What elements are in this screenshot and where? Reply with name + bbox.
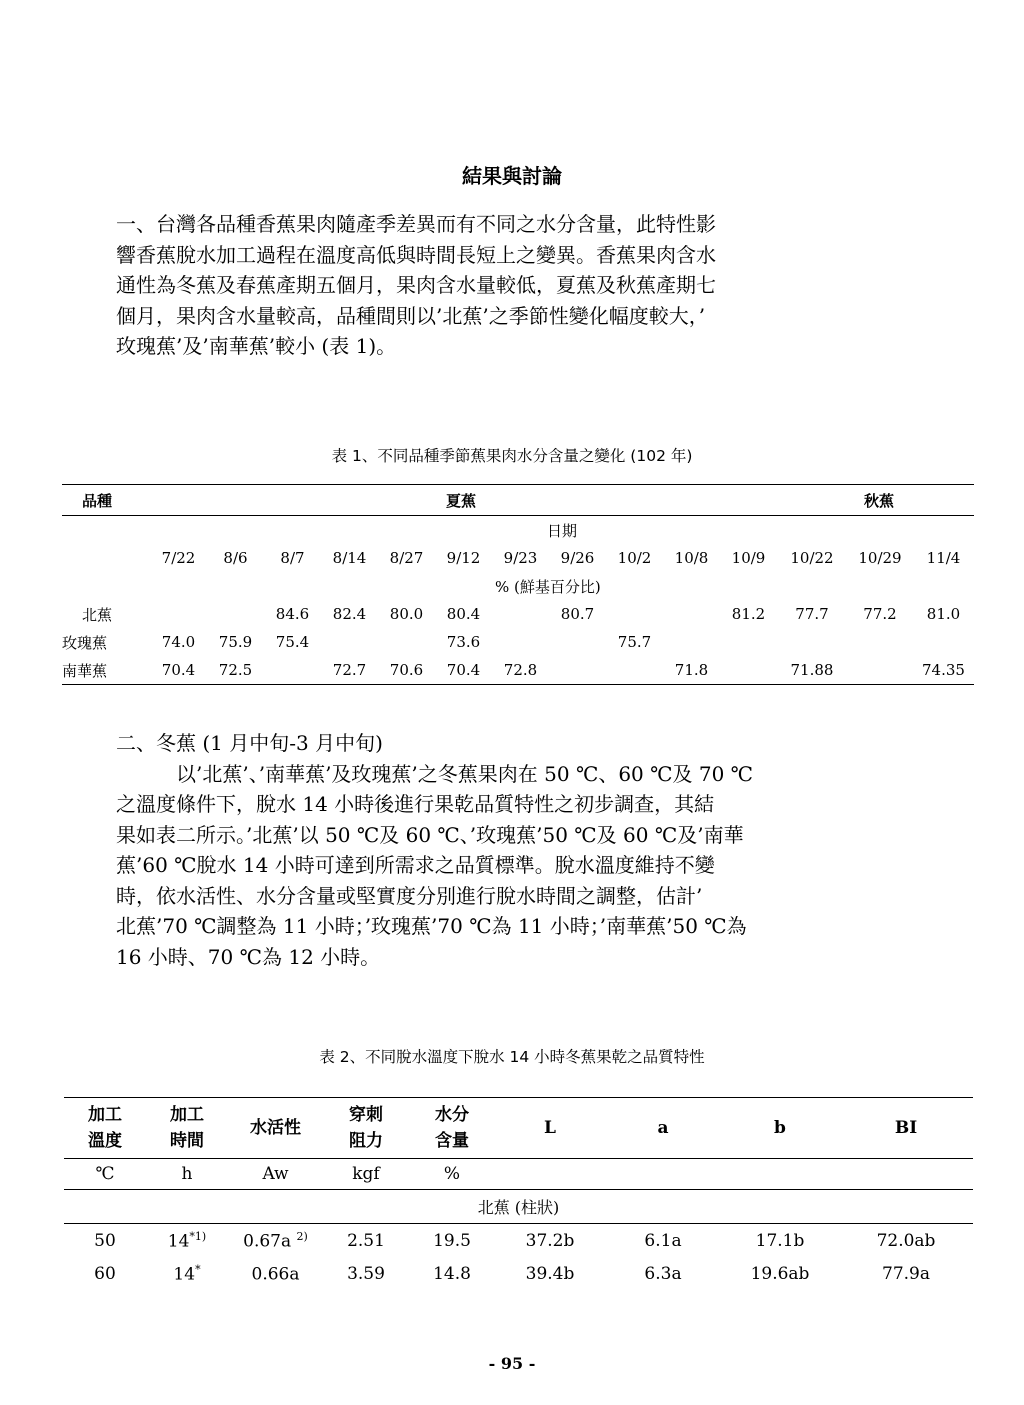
date-cell: 10/9: [731, 549, 766, 567]
date-cell: 9/23: [503, 549, 538, 567]
column-header: 水活性: [228, 1098, 323, 1159]
paragraph-line: 北蕉’70 ℃調整為 11 小時；’玫瑰蕉’70 ℃為 11 小時；’南華蕉’50 ℃為: [116, 914, 747, 938]
paragraph-one: [116, 209, 916, 362]
force-cell: 3.59: [347, 1263, 385, 1284]
summer-header: 夏蕉: [150, 485, 847, 516]
value-cell: 72.8: [503, 661, 538, 679]
unit-cell: [839, 1159, 973, 1190]
date-cell: 8/7: [280, 549, 305, 567]
value-cell: [913, 628, 974, 656]
unit-row: [62, 572, 974, 600]
value-cell: [492, 600, 549, 628]
value-cell: 74.0: [161, 633, 196, 651]
value-cell: [492, 628, 549, 656]
value-cell: [777, 628, 847, 656]
unit-cell: [721, 1159, 839, 1190]
value-cell: [378, 628, 435, 656]
value-cell: [847, 628, 913, 656]
unit-cell: ℃: [64, 1159, 146, 1190]
value-cell: [321, 628, 378, 656]
unit-cell: [495, 1159, 605, 1190]
variety-name: 玫瑰蕉: [62, 633, 108, 652]
temp-cell: 50: [94, 1230, 116, 1251]
table-2-header-row: [64, 1098, 973, 1159]
unit-cell: %: [409, 1159, 495, 1190]
column-header: 加工 溫度: [64, 1098, 146, 1159]
page-number: - 95 -: [488, 1354, 536, 1373]
table-1-caption: 表 1、不同品種季節蕉果肉水分含量之變化 (102 年): [331, 447, 693, 465]
time-cell: 14*: [173, 1262, 201, 1285]
table-2: [64, 1097, 973, 1290]
value-cell: [606, 600, 663, 628]
value-cell: 81.2: [731, 605, 766, 623]
variety-header: 品種: [62, 485, 150, 516]
column-header: BI: [839, 1098, 973, 1159]
paragraph-line: 時，依水活性、水分含量或堅實度分別進行脫水時間之調整，估計’: [116, 883, 703, 908]
moisture-cell: 14.8: [433, 1263, 471, 1284]
unit-cell: Aw: [228, 1159, 323, 1190]
value-cell: [150, 600, 207, 628]
value-cell: 75.4: [275, 633, 310, 651]
date-cell: 9/26: [560, 549, 595, 567]
paragraph-line: 一、台灣各品種香蕉果肉隨產季差異而有不同之水分含量，此特性影: [116, 212, 716, 236]
value-cell: 70.4: [446, 661, 481, 679]
b-cell: 19.6ab: [750, 1263, 810, 1284]
column-header: a: [605, 1098, 721, 1159]
footnote-mark: 2): [296, 1229, 308, 1243]
value-cell: 80.4: [446, 605, 481, 623]
value-cell: [663, 600, 720, 628]
force-cell: 2.51: [347, 1230, 385, 1251]
value-cell: 75.7: [617, 633, 652, 651]
value-cell: 71.88: [790, 661, 834, 679]
value-cell: 82.4: [332, 605, 367, 623]
paragraph-line: 蕉’60 ℃脫水 14 小時可達到所需求之品質標準。脫水溫度維持不變: [116, 853, 715, 877]
table-row: [62, 600, 974, 628]
BI-cell: 77.9a: [882, 1263, 930, 1284]
date-cell: 9/12: [446, 549, 481, 567]
table-row: [62, 656, 974, 685]
value-cell: 81.0: [926, 605, 961, 623]
table-2-caption: 表 2、不同脫水溫度下脫水 14 小時冬蕉果乾之品質特性: [319, 1048, 705, 1066]
aw-cell: 0.66a: [251, 1264, 300, 1285]
value-cell: [847, 656, 913, 685]
date-cell: 7/22: [161, 549, 196, 567]
value-cell: [663, 628, 720, 656]
a-cell: 6.3a: [644, 1263, 682, 1284]
value-cell: 75.9: [218, 633, 253, 651]
date-label: 日期: [547, 521, 578, 540]
table-1: [62, 484, 974, 685]
column-header: 水分 含量: [409, 1098, 495, 1159]
value-cell: 73.6: [446, 633, 481, 651]
value-cell: [207, 600, 264, 628]
unit-cell: h: [146, 1159, 228, 1190]
value-cell: [549, 628, 606, 656]
unit-cell: kgf: [323, 1159, 409, 1190]
date-cell: 8/6: [223, 549, 248, 567]
date-cell: 8/27: [389, 549, 424, 567]
value-cell: [720, 628, 777, 656]
moisture-cell: 19.5: [433, 1230, 471, 1251]
date-label-row: [62, 516, 974, 545]
date-cell: 10/29: [858, 549, 902, 567]
table-row: [64, 1224, 973, 1258]
paragraph-line: 之溫度條件下，脫水 14 小時後進行果乾品質特性之初步調查，其結: [116, 792, 715, 816]
group-label: 北蕉 (柱狀): [64, 1190, 973, 1224]
aw-cell: 0.67a $^{2)}$: [243, 1229, 308, 1252]
value-cell: [549, 656, 606, 685]
column-header: L: [495, 1098, 605, 1159]
footnote-mark: *: [195, 1262, 201, 1276]
autumn-header: 秋蕉: [847, 485, 974, 516]
table-row: [62, 628, 974, 656]
subsection-title: 二、冬蕉 (1 月中旬-3 月中旬): [116, 731, 383, 755]
value-cell: 77.2: [863, 605, 897, 623]
value-cell: 72.5: [218, 661, 253, 679]
unit-row: [64, 1159, 973, 1190]
table-row: [64, 1257, 973, 1290]
date-cell: 10/2: [617, 549, 652, 567]
section-title: 結果與討論: [462, 164, 562, 188]
unit-cell: [605, 1159, 721, 1190]
column-header: 穿刺 阻力: [323, 1098, 409, 1159]
table-1-header-row: [62, 485, 974, 516]
value-cell: 72.7: [332, 661, 367, 679]
column-header: 加工 時間: [146, 1098, 228, 1159]
date-cell: 10/8: [674, 549, 709, 567]
L-cell: 37.2b: [525, 1230, 575, 1251]
value-cell: 70.6: [389, 661, 424, 679]
value-cell: 74.35: [922, 661, 965, 679]
BI-cell: 72.0ab: [876, 1230, 936, 1251]
paragraph-line: 果如表二所示。’北蕉’以 50 ℃及 60 ℃、’玫瑰蕉’50 ℃及 60 ℃及’南華: [116, 822, 744, 847]
paragraph-line: 響香蕉脫水加工過程在溫度高低與時間長短上之變異。香蕉果肉含水: [116, 242, 716, 267]
unit-label: % (鮮基百分比): [495, 577, 601, 596]
time-cell: 14$^{*1)}$: [167, 1229, 207, 1252]
value-cell: 84.6: [275, 605, 310, 623]
value-cell: 80.0: [389, 605, 424, 623]
variety-name: 北蕉: [82, 605, 113, 624]
value-cell: [264, 656, 321, 685]
value-cell: 70.4: [161, 661, 196, 679]
value-cell: [720, 656, 777, 685]
group-row: [64, 1190, 973, 1224]
variety-name: 南華蕉: [62, 661, 108, 680]
paragraph-line: 玫瑰蕉’及’南華蕉’較小 (表 1)。: [116, 334, 397, 358]
paragraph-line: 16 小時、70 ℃為 12 小時。: [116, 944, 381, 969]
b-cell: 17.1b: [755, 1230, 805, 1251]
temp-cell: 60: [94, 1263, 116, 1284]
paragraph-two: [116, 728, 916, 972]
date-row: [62, 544, 974, 572]
value-cell: 80.7: [560, 605, 595, 623]
date-cell: 10/22: [790, 549, 834, 567]
value-cell: [606, 656, 663, 685]
a-cell: 6.1a: [644, 1230, 682, 1251]
paragraph-line: 以’北蕉’、’南華蕉’及玫瑰蕉’之冬蕉果肉在 50 ℃、60 ℃及 70 ℃: [176, 761, 754, 786]
footnote-mark: *1): [189, 1229, 207, 1243]
paragraph-line: 個月，果肉含水量較高，品種間則以’北蕉’之季節性變化幅度較大，’: [116, 303, 706, 328]
L-cell: 39.4b: [525, 1263, 575, 1284]
paragraph-line: 通性為冬蕉及春蕉產期五個月，果肉含水量較低，夏蕉及秋蕉產期七: [116, 273, 716, 297]
value-cell: 71.8: [674, 661, 709, 679]
value-cell: 77.7: [795, 605, 829, 623]
column-header: b: [721, 1098, 839, 1159]
date-cell: 11/4: [926, 549, 961, 567]
date-cell: 8/14: [332, 549, 367, 567]
